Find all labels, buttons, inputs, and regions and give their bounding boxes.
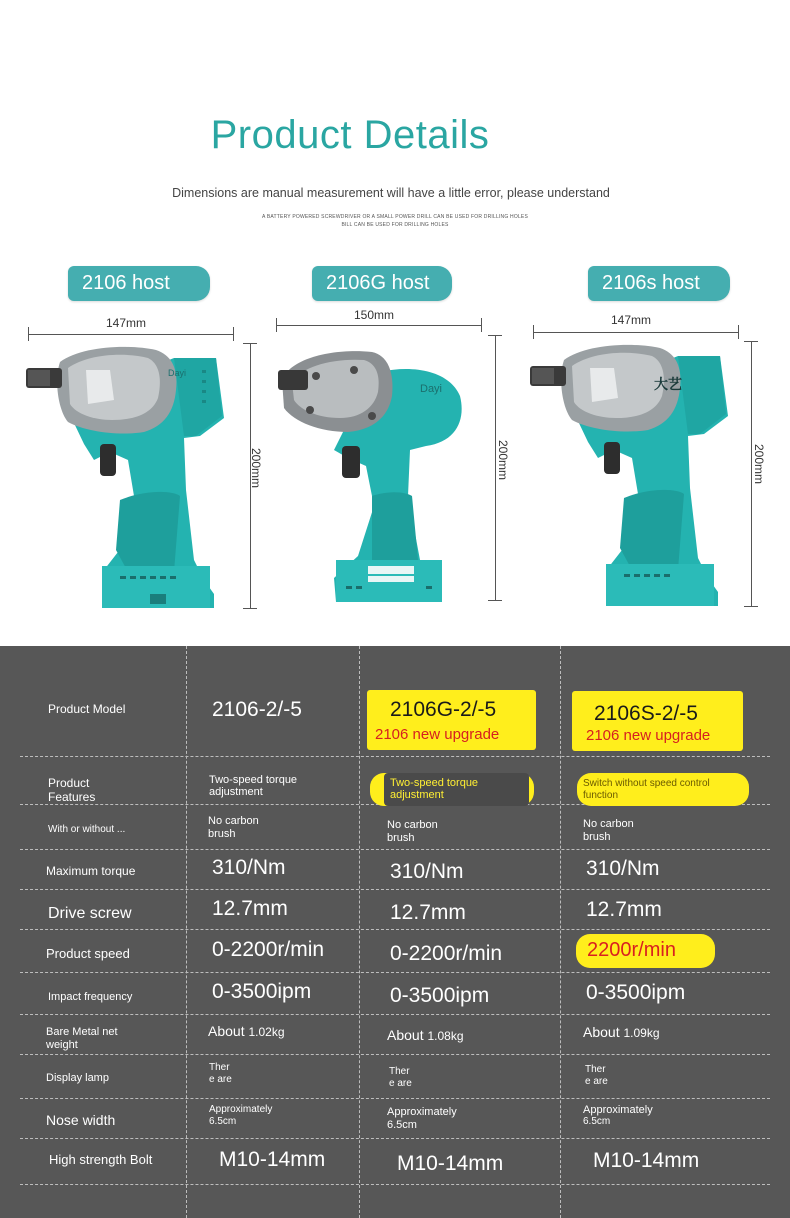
spec-value-bolt-2106: M10-14mm <box>219 1148 326 1171</box>
spec-value-drive-2106s: 12.7mm <box>586 898 662 921</box>
spec-label-torque: Maximum torque <box>46 864 136 878</box>
row-divider <box>20 972 770 973</box>
spec-value-model-2106: 2106-2/-5 <box>212 698 302 721</box>
spec-value-features-2106-line2: adjustment <box>209 786 263 798</box>
spec-label-bolt: High strength Bolt <box>49 1152 153 1167</box>
row-divider <box>20 1098 770 1099</box>
spec-value-features-2106s-line2: function <box>583 790 619 801</box>
column-divider <box>186 646 187 1218</box>
spec-value-weight-2106g <box>387 1027 464 1043</box>
spec-value-impact-2106s: 0-3500ipm <box>586 981 686 1004</box>
upgrade-note-2106s: 2106 new upgrade <box>586 727 711 744</box>
column-divider <box>359 646 360 1218</box>
spec-value-nose-2106g-line2: 6.5cm <box>387 1119 417 1131</box>
spec-value-brush-2106-line2: brush <box>208 828 236 840</box>
spec-value-weight-2106 <box>208 1023 285 1039</box>
width-dimension-label-1: 147mm <box>106 316 147 330</box>
spec-value-brush-2106s: No carbon <box>583 818 634 830</box>
spec-value-speed-2106g: 0-2200r/min <box>390 942 503 965</box>
spec-label-weight-2: weight <box>46 1039 78 1051</box>
spec-value-impact-2106g: 0-3500ipm <box>390 984 490 1007</box>
spec-value-impact-2106: 0-3500ipm <box>212 980 312 1003</box>
impact-wrench-2106s-image <box>528 338 728 610</box>
weight-prefix: About <box>208 1023 245 1039</box>
spec-value-features-2106g-line2: adjustment <box>390 789 444 801</box>
spec-value-nose-2106g: Approximately <box>387 1106 457 1118</box>
row-divider <box>20 1014 770 1015</box>
spec-value-bolt-2106s: M10-14mm <box>593 1149 700 1172</box>
spec-value-nose-2106s: Approximately <box>583 1104 653 1116</box>
spec-value-lamp-2106s: Ther <box>585 1064 606 1075</box>
spec-value-speed-2106s: 2200r/min <box>587 939 676 961</box>
spec-value-speed-2106: 0-2200r/min <box>212 938 325 961</box>
row-divider <box>20 849 770 850</box>
row-divider <box>20 1054 770 1055</box>
spec-value-drive-2106: 12.7mm <box>212 897 288 920</box>
row-divider <box>20 1138 770 1139</box>
spec-value-nose-2106: Approximately <box>209 1104 273 1115</box>
spec-value-features-2106g: Two-speed torque <box>390 777 479 789</box>
host-label-2106: 2106 host <box>68 266 210 301</box>
spec-value-lamp-2106g: Ther <box>389 1066 410 1077</box>
spec-label-weight: Bare Metal net <box>46 1026 118 1038</box>
width-dimension-line-3 <box>533 325 739 339</box>
page-subtitle: Dimensions are manual measurement will have a little error, please understand <box>172 186 610 200</box>
spec-value-torque-2106s: 310/Nm <box>586 857 660 880</box>
spec-value-model-2106g: 2106G-2/-5 <box>390 698 497 721</box>
host-label-2106g: 2106G host <box>312 266 452 301</box>
weight-value: 1.02kg <box>248 1025 285 1039</box>
row-divider <box>20 756 770 757</box>
page-title: Product Details <box>210 113 490 157</box>
weight-prefix: About <box>583 1024 620 1040</box>
fine-print-2: BILL CAN BE USED FOR DRILLING HOLES <box>341 222 449 228</box>
spec-value-lamp-2106g-line2: e are <box>389 1078 412 1089</box>
height-dimension-label-1: 200mm <box>249 448 263 489</box>
spec-value-brush-2106s-line2: brush <box>583 831 611 843</box>
spec-value-bolt-2106g: M10-14mm <box>397 1152 504 1175</box>
spec-value-brush-2106: No carbon <box>208 815 259 827</box>
fine-print-1: A BATTERY POWERED SCREWDRIVER OR A SMALL POWER DRILL CAN BE USED FOR DRILLING HOLES <box>261 214 528 220</box>
spec-label-model: Product Model <box>48 702 126 716</box>
spec-value-torque-2106g: 310/Nm <box>390 860 464 883</box>
spec-value-brush-2106g: No carbon <box>387 819 438 831</box>
upgrade-note-2106g: 2106 new upgrade <box>375 726 500 743</box>
spec-value-brush-2106g-line2: brush <box>387 832 415 844</box>
tool-brand-3: 大艺 <box>654 376 682 392</box>
tool-brand-1: Dayi <box>168 368 187 378</box>
spec-label-features-2: Features <box>48 790 96 804</box>
height-dimension-label-3: 200mm <box>752 444 766 485</box>
host-label-2106s: 2106s host <box>588 266 730 301</box>
weight-value: 1.08kg <box>427 1029 464 1043</box>
weight-prefix: About <box>387 1027 424 1043</box>
spec-label-impact: Impact frequency <box>48 991 133 1003</box>
spec-value-model-2106s: 2106S-2/-5 <box>594 702 698 725</box>
spec-value-drive-2106g: 12.7mm <box>390 901 466 924</box>
spec-label-speed: Product speed <box>46 946 130 961</box>
width-dimension-label-3: 147mm <box>611 313 652 327</box>
row-divider <box>20 889 770 890</box>
spec-value-features-2106s: Switch without speed control <box>583 778 710 789</box>
row-divider <box>20 1184 770 1185</box>
spec-label-nose: Nose width <box>46 1112 116 1128</box>
spec-label-drive: Drive screw <box>48 905 132 922</box>
row-divider <box>20 929 770 930</box>
spec-value-weight-2106s <box>583 1024 660 1040</box>
spec-value-lamp-2106-line2: e are <box>209 1074 232 1085</box>
spec-label-brush: With or without ... <box>48 824 126 835</box>
spec-value-nose-2106s-line2: 6.5cm <box>583 1116 611 1127</box>
spec-label-features: Product <box>48 776 90 790</box>
spec-value-lamp-2106s-line2: e are <box>585 1076 608 1087</box>
spec-value-nose-2106-line2: 6.5cm <box>209 1116 237 1127</box>
spec-value-features-2106: Two-speed torque <box>209 774 298 786</box>
width-dimension-label-2: 150mm <box>354 308 395 322</box>
spec-value-lamp-2106: Ther <box>209 1062 230 1073</box>
weight-value: 1.09kg <box>623 1026 660 1040</box>
spec-value-torque-2106: 310/Nm <box>212 856 286 879</box>
tool-brand-2: Dayi <box>420 383 443 395</box>
column-divider <box>560 646 561 1218</box>
impact-wrench-2106-image <box>24 340 224 612</box>
height-dimension-label-2: 200mm <box>496 440 510 481</box>
spec-label-lamp: Display lamp <box>46 1072 109 1084</box>
spec-table <box>0 646 790 1218</box>
